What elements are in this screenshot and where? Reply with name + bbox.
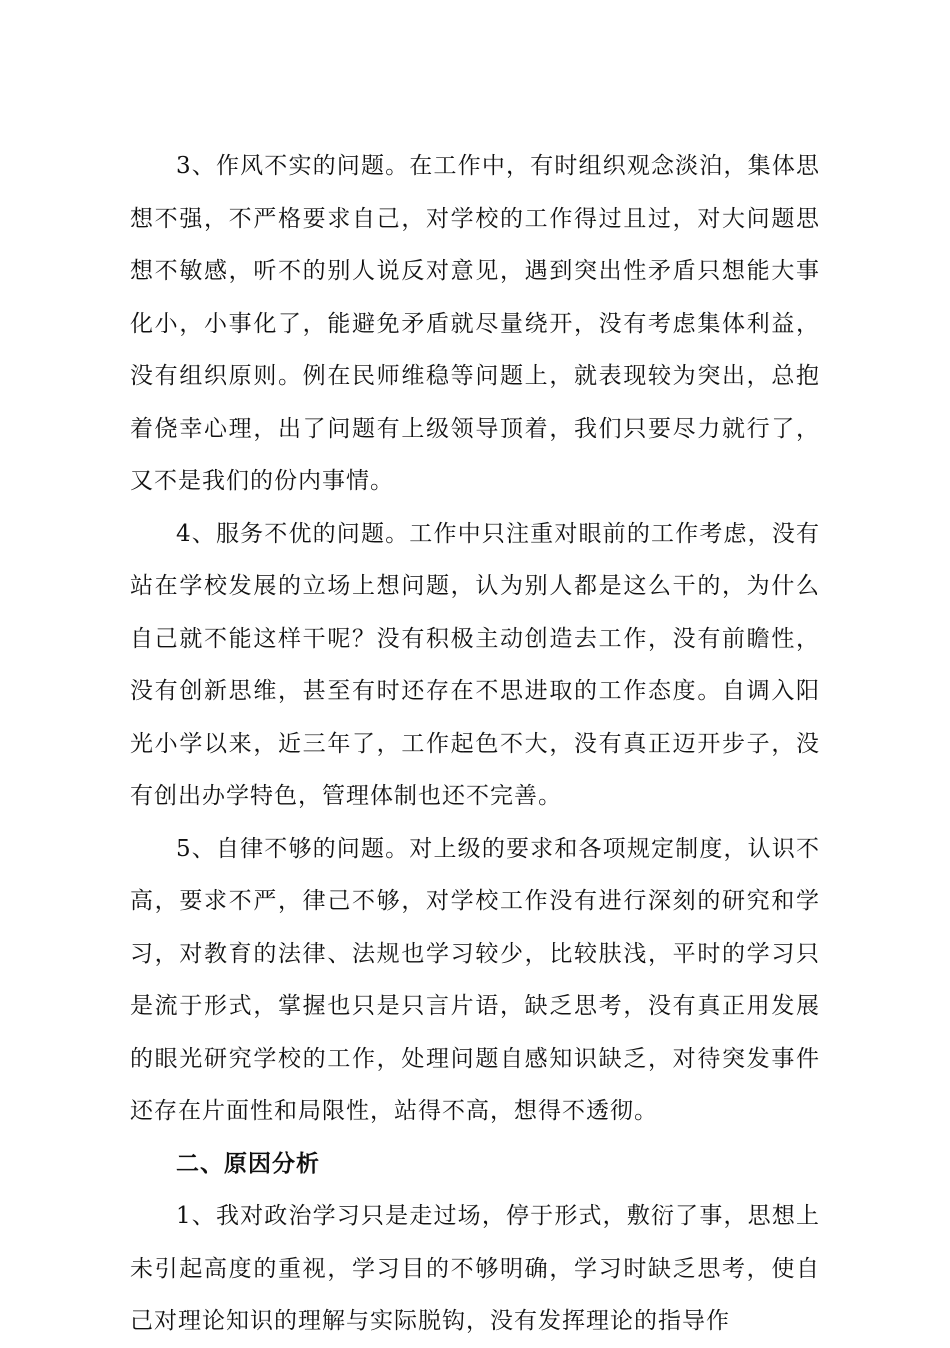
section-heading-cause-analysis: 二、原因分析 — [176, 1150, 320, 1177]
paragraph-self-discipline: 5、自律不够的问题。对上级的要求和各项规定制度，认识不高，要求不严，律己不够，对学校工作没有进行深刻的研究和学习，对教育的法律、法规也学习较少，比较肤浅，平时的学习只是流于形式，掌握也只是只言片语，缺乏思考，没有真正用发展的眼光研究学校的工作，处理问题自感知识缺乏，对待突发事件还存在片面性和局限性，站得不高，想得不透彻。 — [130, 835, 820, 1124]
document-body — [130, 140, 820, 1348]
paragraph-service: 4、服务不优的问题。工作中只注重对眼前的工作考虑，没有站在学校发展的立场上想问题，认为别人都是这么干的，为什么自己就不能这样干呢？没有积极主动创造去工作，没有前瞻性，没有创新思维，甚至有时还存在不思进取的工作态度。自调入阳光小学以来，近三年了，工作起色不大，没有真正迈开步子，没有创出办学特色，管理体制也还不完善。 — [130, 520, 820, 809]
paragraph-work-style: 3、作风不实的问题。在工作中，有时组织观念淡泊，集体思想不强，不严格要求自己，对学校的工作得过且过，对大问题思想不敏感，听不的别人说反对意见，遇到突出性矛盾只想能大事化小，小事化了，能避免矛盾就尽量绕开，没有考虑集体利益，没有组织原则。例在民师维稳等问题上，就表现较为突出，总抱着侥幸心理，出了问题有上级领导顶着，我们只要尽力就行了，又不是我们的份内事情。 — [130, 153, 820, 494]
paragraph-political-study: 1、我对政治学习只是走过场，停于形式，敷衍了事，思想上未引起高度的重视，学习目的不够明确，学习时缺乏思考，使自己对理论知识的理解与实际脱钩，没有发挥理论的指导作 — [130, 1203, 820, 1334]
